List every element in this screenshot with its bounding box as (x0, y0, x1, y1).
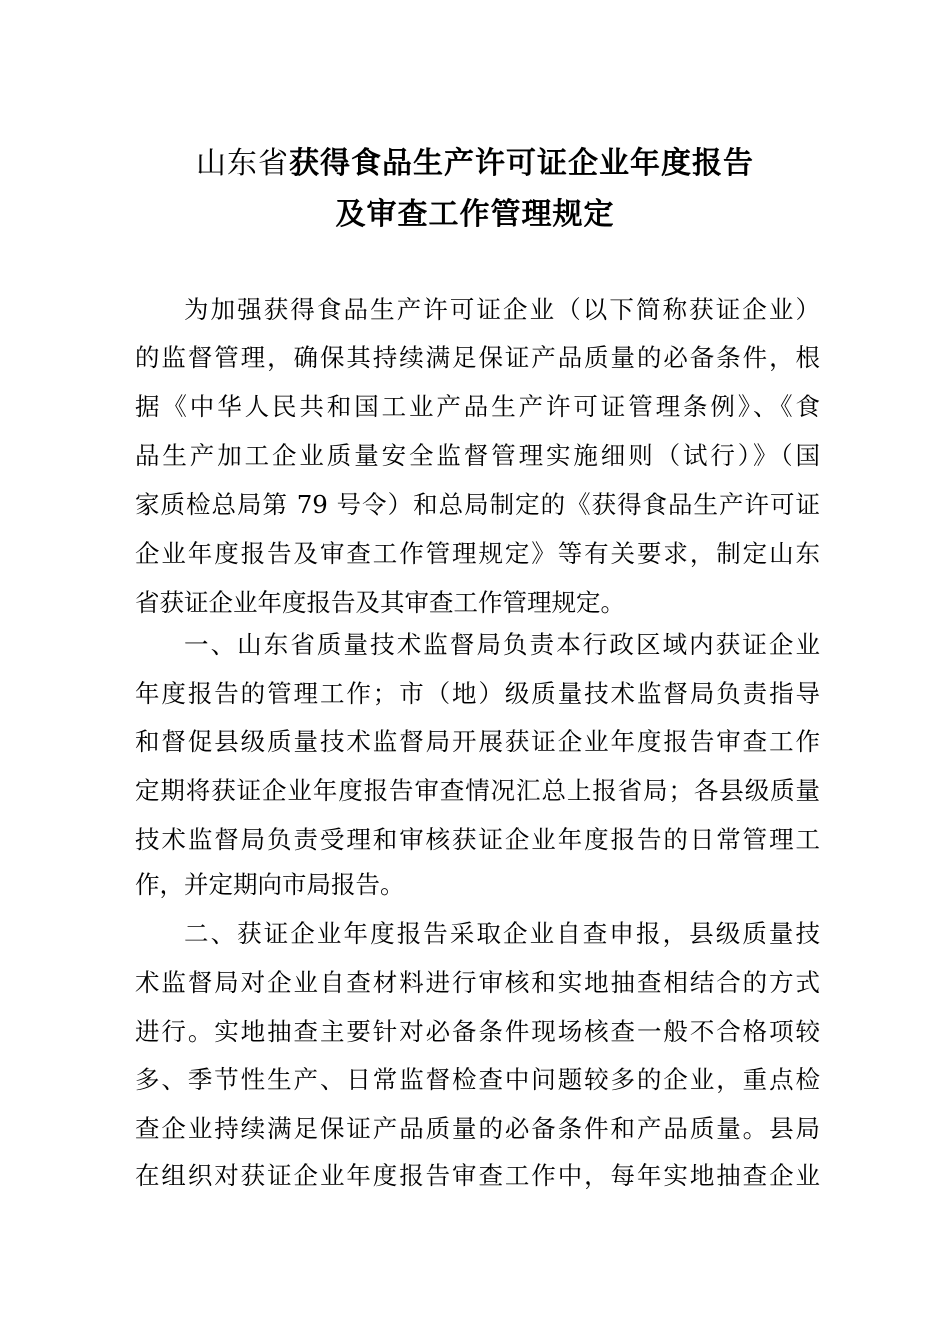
title-prefix: 山东省 (196, 146, 289, 181)
paragraph-2-line-4: 定期将获证企业年度报告审查情况汇总上报省局；各县级质量 (135, 776, 820, 805)
paragraph-1-line-5: 家质检总局第 79 号令）和总局制定的《获得食品生产许可证 (135, 490, 820, 519)
paragraph-3-line-4: 多、季节性生产、日常监督检查中问题较多的企业，重点检 (135, 1065, 820, 1094)
paragraph-1-line-7: 省获证企业年度报告及其审查工作管理规定。 (135, 588, 625, 617)
paragraph-3-line-5: 查企业持续满足保证产品质量的必备条件和产品质量。县局 (135, 1114, 820, 1143)
paragraph-2-line-5: 技术监督局负责受理和审核获证企业年度报告的日常管理工 (135, 825, 820, 854)
paragraph-2-line-2: 年度报告的管理工作；市（地）级质量技术监督局负责指导 (135, 679, 820, 708)
paragraph-3-line-1: 二、获证企业年度报告采取企业自查申报，县级质量技 (184, 919, 820, 948)
paragraph-3-line-3: 进行。实地抽查主要针对必备条件现场核查一般不合格项较 (135, 1017, 820, 1046)
title-main: 获得食品生产许可证企业年度报告 (289, 146, 754, 181)
document-title-line-2: 及审查工作管理规定 (335, 197, 615, 232)
paragraph-3-line-2: 术监督局对企业自查材料进行审核和实地抽查相结合的方式 (135, 968, 820, 997)
paragraph-1-line-6: 企业年度报告及审查工作管理规定》等有关要求，制定山东 (135, 539, 820, 568)
paragraph-2-line-6: 作，并定期向市局报告。 (135, 870, 405, 899)
paragraph-1-line-1: 为加强获得食品生产许可证企业（以下简称获证企业） (184, 295, 820, 324)
document-title-line-1 (0, 144, 950, 184)
paragraph-2-line-3: 和督促县级质量技术监督局开展获证企业年度报告审查工作 (135, 727, 820, 756)
paragraph-2-line-1: 一、山东省质量技术监督局负责本行政区域内获证企业 (184, 630, 820, 659)
paragraph-3-line-6: 在组织对获证企业年度报告审查工作中，每年实地抽查企业 (135, 1161, 820, 1190)
paragraph-1-line-3: 据《中华人民共和国工业产品生产许可证管理条例》、《食 (135, 392, 820, 421)
paragraph-1-line-4: 品生产加工企业质量安全监督管理实施细则（试行）》（国 (135, 441, 820, 470)
paragraph-1-line-2: 的监督管理，确保其持续满足保证产品质量的必备条件，根 (135, 343, 820, 372)
